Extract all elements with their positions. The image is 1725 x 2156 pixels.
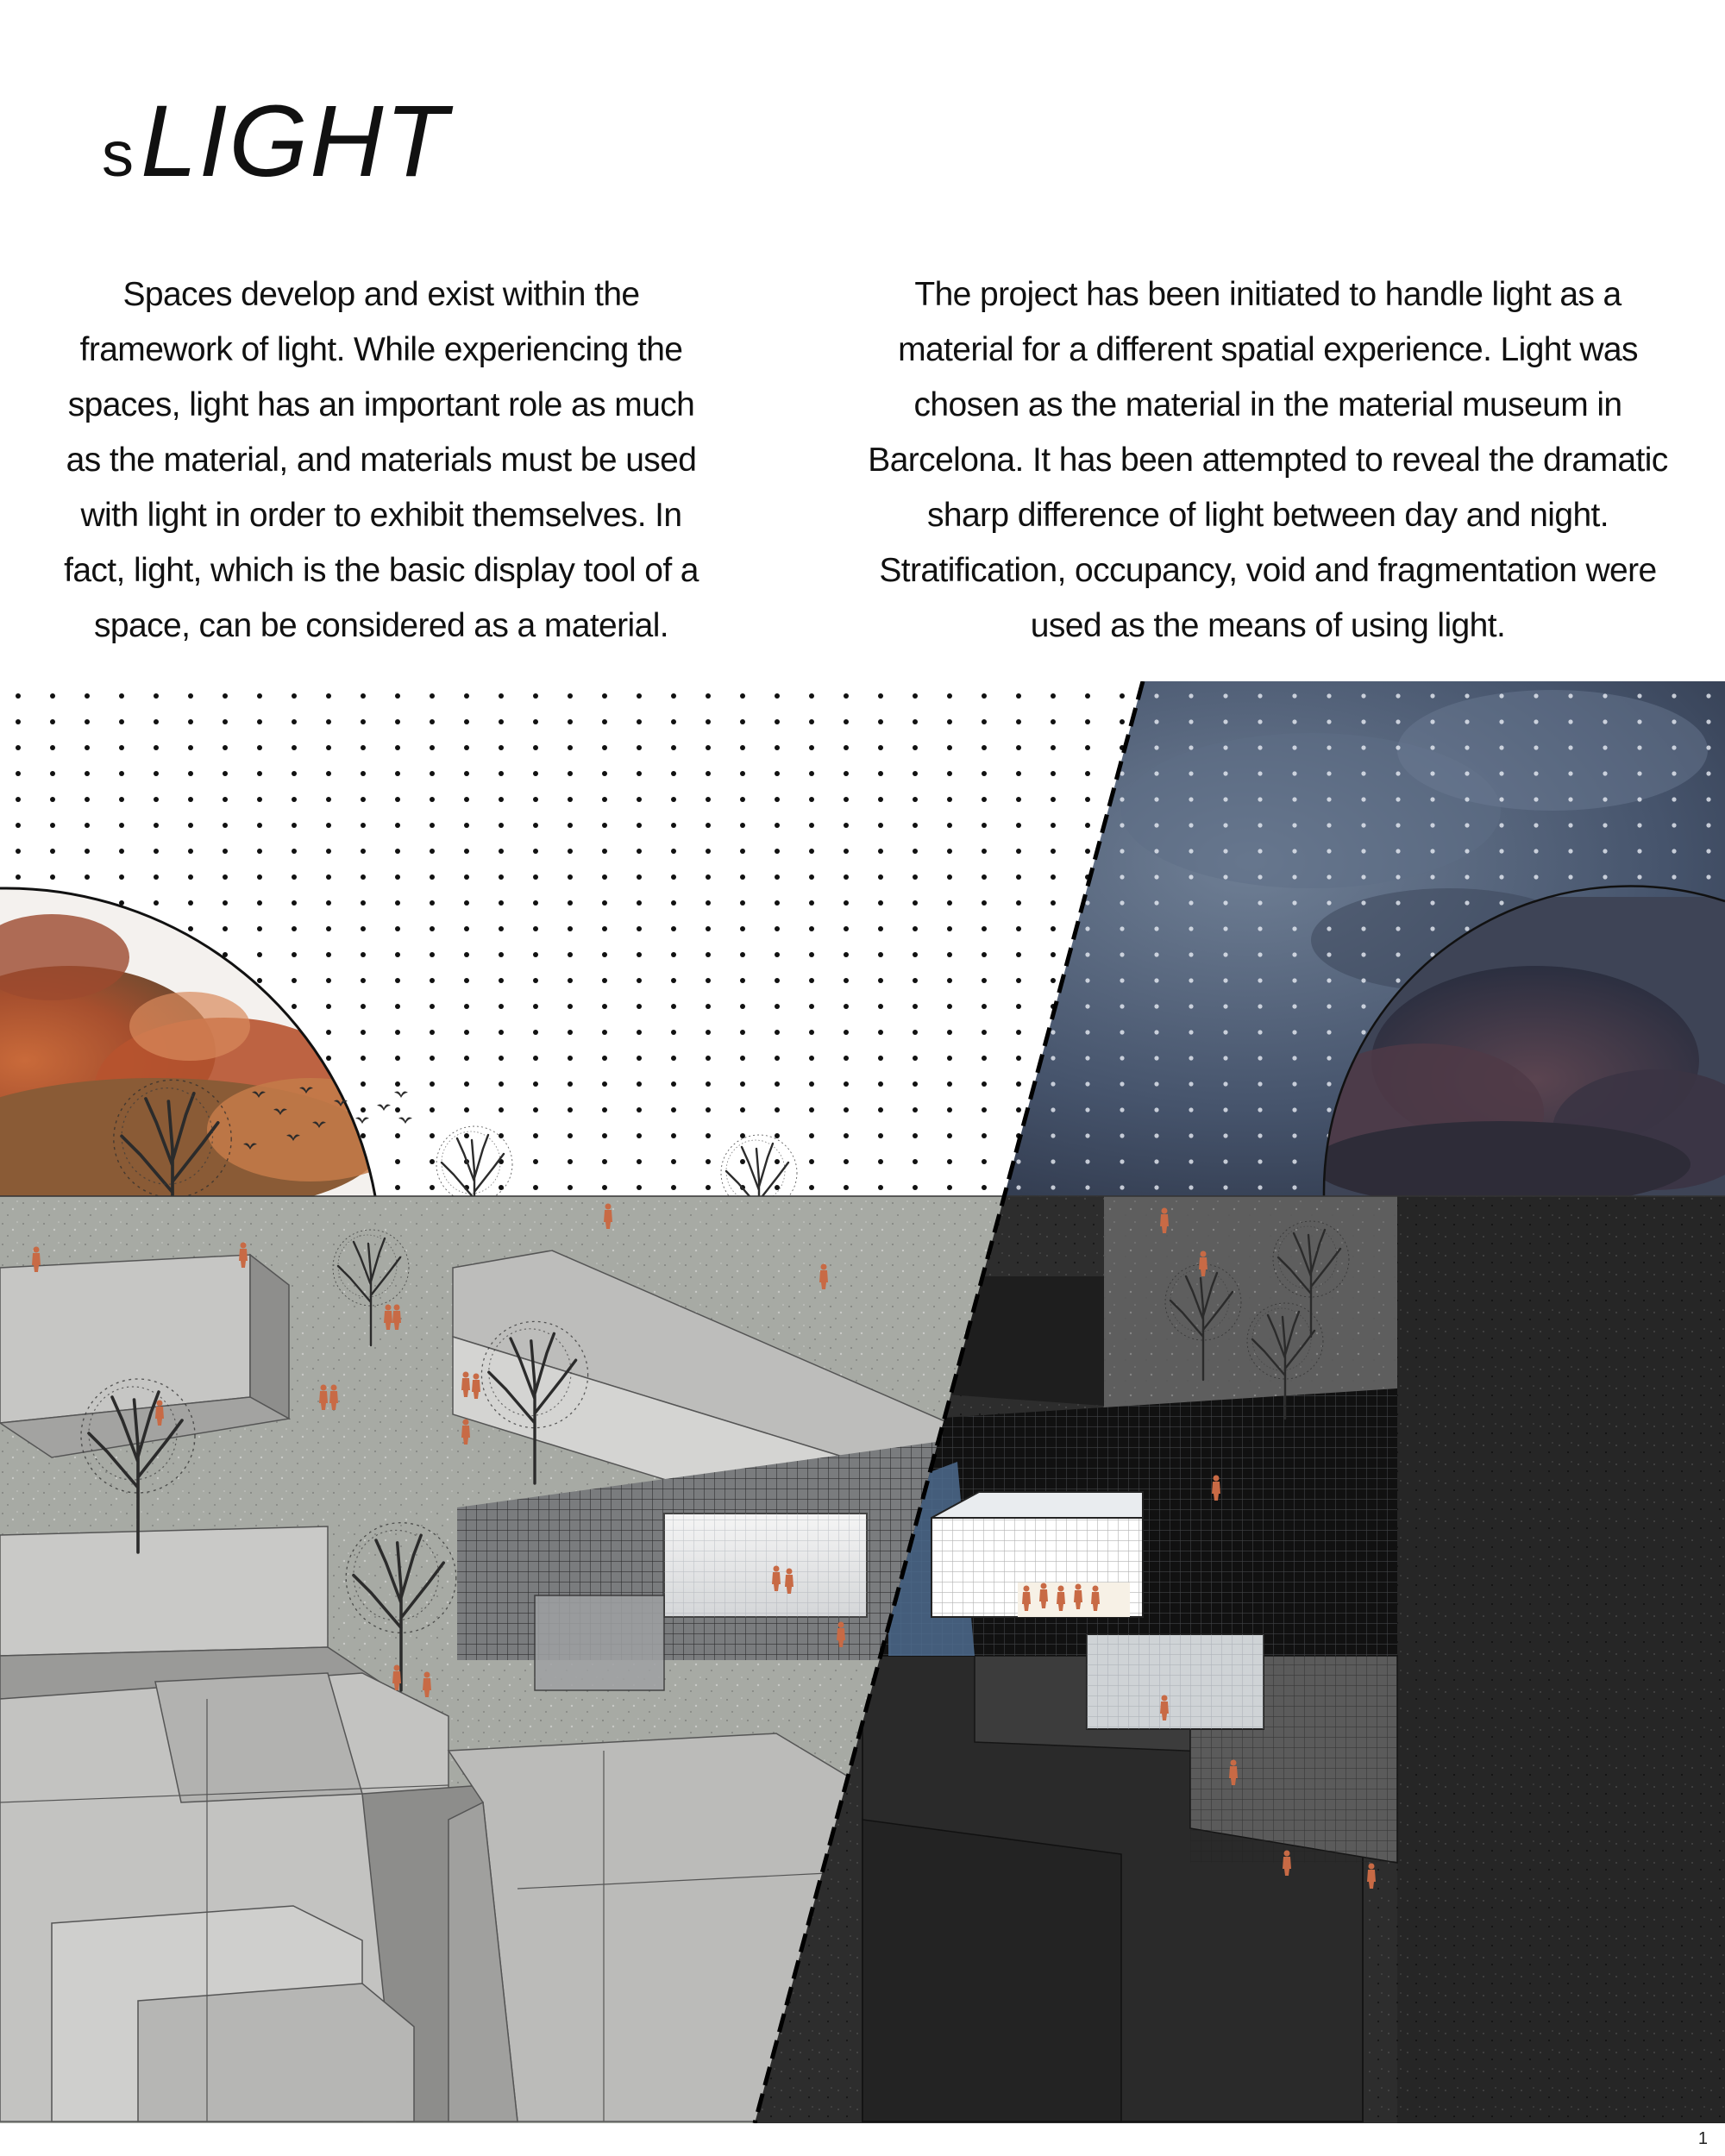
- title-word: LIGHT: [141, 85, 449, 198]
- intro-left-paragraph: Spaces develop and exist within the framework of light. While experiencing the spaces, light has an important role as much as the material, and materials must be used with light in order to exhibit themselves. In fact, light, which is the basic display tool of a space, can be considered as a material.: [64, 276, 699, 644]
- page-title: [102, 85, 449, 198]
- title-prefix: s: [102, 118, 135, 190]
- intro-right-paragraph: The project has been initiated to handle light as a material for a different spatial experience. Light was chosen as the material in the material museum in Barcelona. It has been attempted to reveal the dramatic sharp difference of light between day and night. Stratification, occupancy, void and fragmentation were used as the means of using light.: [868, 276, 1668, 644]
- day-night-collage: [0, 681, 1725, 2123]
- page-number: 1: [1697, 2129, 1708, 2148]
